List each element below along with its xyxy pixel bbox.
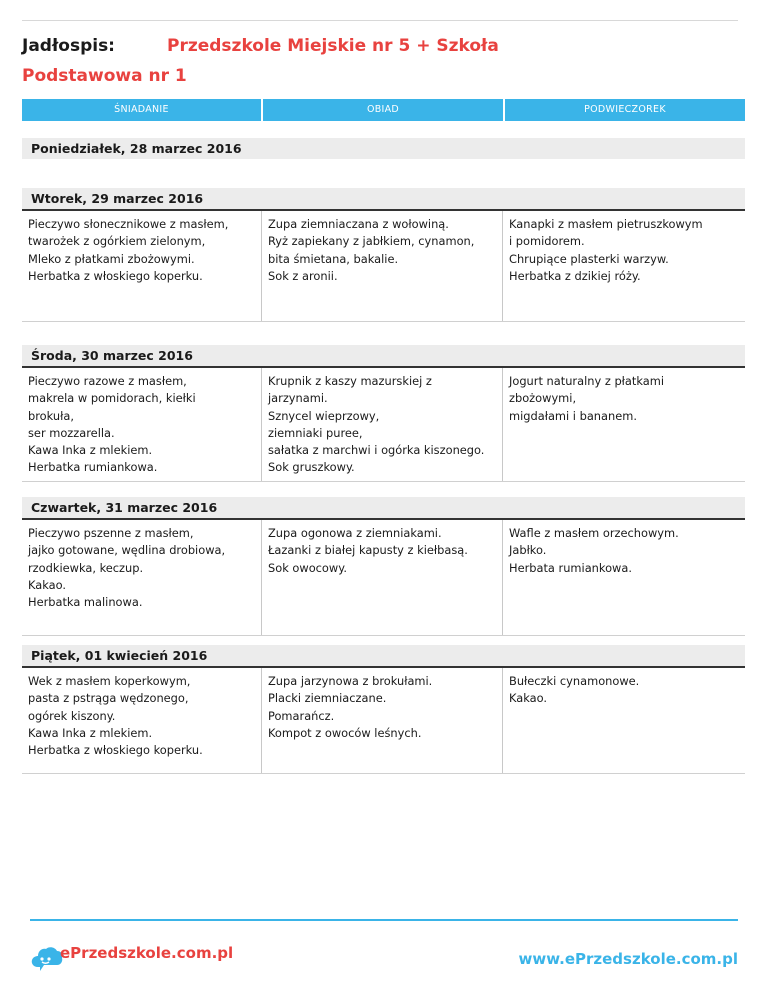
column-header-breakfast: ŚNIADANIE bbox=[22, 99, 261, 121]
meal-breakfast: Wek z masłem koperkowym, pasta z pstrąga wędzonego, ogórek kiszony. Kawa Inka z mlekiem. Herbatka z włoskiego koperku. bbox=[22, 668, 262, 773]
meal-breakfast: Pieczywo pszenne z masłem, jajko gotowane, wędlina drobiowa, rzodkiewka, keczup. Kakao. Herbatka malinowa. bbox=[22, 520, 262, 635]
day-title: Wtorek, 29 marzec 2016 bbox=[22, 188, 745, 209]
meal-snack: Bułeczki cynamonowe. Kakao. bbox=[509, 674, 640, 706]
day-title: Poniedziałek, 28 marzec 2016 bbox=[22, 138, 745, 159]
meal-lunch: Zupa ogonowa z ziemniakami. Łazanki z białej kapusty z kiełbasą. Sok owocowy. bbox=[262, 520, 503, 635]
meal-snack: Wafle z masłem orzechowym. Jabłko. Herbata rumiankowa. bbox=[509, 526, 679, 575]
day-meals bbox=[22, 518, 745, 636]
day-friday bbox=[22, 645, 745, 774]
day-meals bbox=[22, 209, 745, 322]
day-title: Środa, 30 marzec 2016 bbox=[22, 345, 745, 366]
meal-lunch: Krupnik z kaszy mazurskiej z jarzynami. Sznycel wieprzowy, ziemniaki puree, sałatka z marchwi i ogórka kiszonego. Sok gruszkowy. bbox=[262, 368, 503, 481]
footer-logo[interactable] bbox=[30, 940, 233, 976]
meal-snack: Jogurt naturalny z płatkami zbożowymi, migdałami i bananem. bbox=[509, 374, 664, 423]
page-title bbox=[22, 36, 499, 56]
school-name: Przedszkole Miejskie nr 5 + Szkoła bbox=[167, 36, 499, 56]
day-wednesday bbox=[22, 345, 745, 482]
footer-divider bbox=[30, 919, 738, 921]
logo-text: ePrzedszkole.com.pl bbox=[60, 944, 234, 962]
day-tuesday bbox=[22, 188, 745, 322]
school-name-line2: Podstawowa nr 1 bbox=[22, 66, 187, 86]
day-thursday bbox=[22, 497, 745, 636]
meal-breakfast: Pieczywo słonecznikowe z masłem, twarożek z ogórkiem zielonym, Mleko z płatkami zbożowymi. Herbatka z włoskiego koperku. bbox=[22, 211, 262, 321]
column-header-snack: PODWIECZOREK bbox=[505, 99, 745, 121]
meal-snack: Kanapki z masłem pietruszkowym i pomidorem. Chrupiące plasterki warzyw. Herbatka z dzikiej róży. bbox=[509, 217, 703, 283]
day-meals bbox=[22, 366, 745, 482]
day-monday bbox=[22, 138, 745, 159]
day-meals bbox=[22, 666, 745, 774]
top-divider bbox=[22, 20, 738, 21]
column-header-lunch: OBIAD bbox=[263, 99, 503, 121]
day-title: Czwartek, 31 marzec 2016 bbox=[22, 497, 745, 518]
column-header-bar bbox=[22, 99, 745, 121]
meal-lunch: Zupa jarzynowa z brokułami. Placki ziemniaczane. Pomarańcz. Kompot z owoców leśnych. bbox=[262, 668, 503, 773]
day-title: Piątek, 01 kwiecień 2016 bbox=[22, 645, 745, 666]
meal-lunch: Zupa ziemniaczana z wołowiną. Ryż zapiekany z jabłkiem, cynamon, bita śmietana, bakalie. Sok z aronii. bbox=[262, 211, 503, 321]
footer-url-link[interactable]: www.ePrzedszkole.com.pl bbox=[518, 950, 738, 968]
title-label: Jadłospis: bbox=[22, 36, 115, 56]
cloud-icon bbox=[30, 941, 64, 975]
meal-breakfast: Pieczywo razowe z masłem, makrela w pomidorach, kiełki brokuła, ser mozzarella. Kawa Inka z mlekiem. Herbatka rumiankowa. bbox=[22, 368, 262, 481]
